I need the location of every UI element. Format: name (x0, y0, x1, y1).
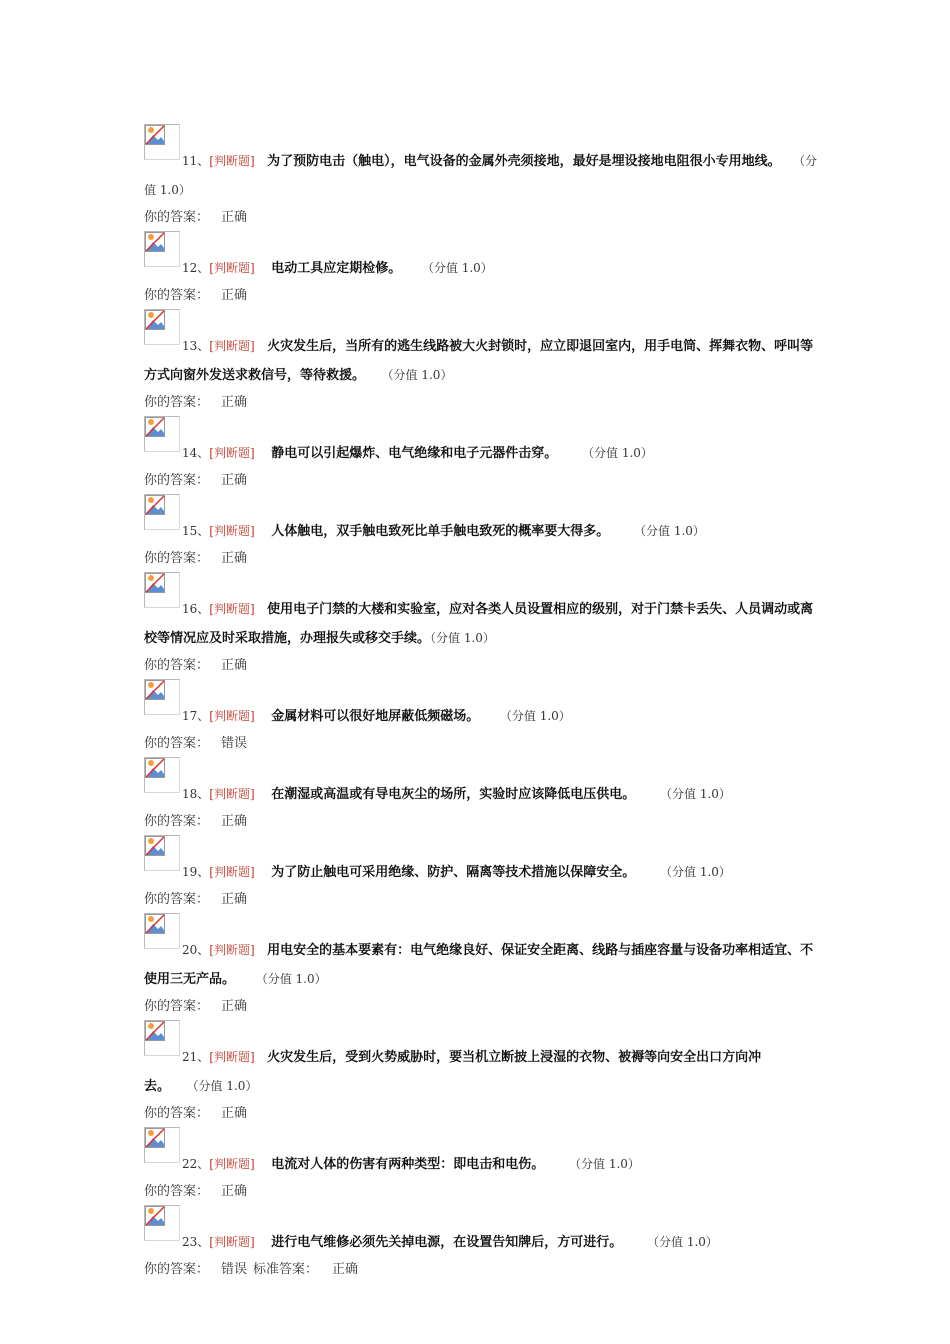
question-score: （分值 1.0） (255, 972, 327, 986)
question-line (144, 1228, 824, 1257)
question-line (144, 254, 824, 283)
question-type-tag: [判断题] (209, 524, 255, 538)
question-number: 19、 (182, 865, 210, 879)
question-item-13 (144, 309, 824, 413)
your-answer: 正确 (221, 288, 248, 303)
question-text: 火灾发生后，受到火势威胁时，要当机立断披上浸湿的衣物、被褥等向安全出口方向冲去。 (144, 1050, 762, 1094)
standard-answer: 正确 (332, 1262, 359, 1277)
question-text: 为了预防电击（触电），电气设备的金属外壳须接地，最好是埋设接地电阻很小专用地线。 (267, 154, 781, 169)
question-score: （分值 1.0） (430, 631, 495, 645)
answer-label: 你的答案： (144, 395, 210, 410)
answer-label: 你的答案： (144, 1184, 210, 1199)
question-number: 14、 (182, 446, 210, 460)
question-number: 17、 (182, 709, 210, 723)
question-text: 用电安全的基本要素有：电气绝缘良好、保证安全距离、线路与插座容量与设备功率相适宜、不使用三无产品。 (144, 943, 814, 987)
question-text: 金属材料可以很好地屏蔽低频磁场。 (271, 709, 480, 724)
question-item-23 (144, 1205, 824, 1280)
question-score: （分值 1.0） (499, 709, 571, 723)
question-score: （分值 1.0） (186, 1079, 258, 1093)
question-score: （分值 1.0） (634, 524, 705, 538)
answer-line (144, 392, 824, 413)
question-text: 进行电气维修必须先关掉电源，在设置告知牌后，方可进行。 (271, 1235, 623, 1250)
question-type-tag: [判断题] (209, 446, 255, 460)
question-type-tag: [判断题] (209, 943, 255, 957)
question-number: 15、 (182, 524, 210, 538)
answer-line (144, 285, 824, 306)
question-score: （分值 1.0） (582, 446, 653, 460)
your-answer: 正确 (221, 210, 248, 225)
question-item-18 (144, 757, 824, 832)
question-item-11 (144, 124, 824, 228)
answer-line (144, 811, 824, 832)
question-text: 火灾发生后，当所有的逃生线路被大火封锁时，应立即退回室内，用手电筒、挥舞衣物、呼叫等方式向窗外发送求救信号，等待救援。 (144, 339, 814, 383)
your-answer: 正确 (221, 658, 248, 673)
answer-label: 你的答案： (144, 658, 210, 673)
question-text: 电动工具应定期检修。 (271, 261, 402, 276)
question-number: 23、 (182, 1235, 210, 1249)
question-text: 电流对人体的伤害有两种类型：即电击和电伤。 (271, 1157, 545, 1172)
question-item-22 (144, 1127, 824, 1202)
answer-line (144, 207, 824, 228)
question-type-tag: [判断题] (209, 787, 255, 801)
answer-line (144, 470, 824, 491)
your-answer: 错误 (221, 1262, 248, 1277)
question-score: （分值 1.0） (660, 787, 731, 801)
question-number: 11、 (182, 154, 210, 168)
answer-label: 你的答案： (144, 892, 210, 907)
answer-line (144, 548, 824, 569)
question-score: （分值 1.0） (647, 1235, 718, 1249)
your-answer: 正确 (221, 395, 248, 410)
your-answer: 正确 (221, 814, 248, 829)
question-text: 静电可以引起爆炸、电气绝缘和电子元器件击穿。 (271, 446, 558, 461)
question-item-17 (144, 679, 824, 754)
answer-label: 你的答案： (144, 210, 210, 225)
question-line (144, 1043, 824, 1101)
question-number: 16、 (182, 602, 210, 616)
question-line (144, 858, 824, 887)
question-text: 使用电子门禁的大楼和实验室，应对各类人员设置相应的级别，对于门禁卡丢失、人员调动或离校等情况应及时采取措施，办理报失或移交手续。 (144, 602, 814, 646)
standard-answer-label: 标准答案： (253, 1262, 319, 1277)
question-score: （分值 1.0） (569, 1157, 640, 1171)
question-type-tag: [判断题] (209, 154, 255, 168)
answer-label: 你的答案： (144, 814, 210, 829)
answer-label: 你的答案： (144, 288, 210, 303)
question-score: （分值 1.0） (660, 865, 731, 879)
question-score: （分值 1.0） (144, 154, 817, 197)
question-number: 18、 (182, 787, 210, 801)
your-answer: 正确 (221, 1106, 248, 1121)
question-type-tag: [判断题] (209, 1050, 255, 1064)
question-score: （分值 1.0） (381, 368, 453, 382)
question-type-tag: [判断题] (209, 865, 255, 879)
question-line (144, 1150, 824, 1179)
answer-line (144, 733, 824, 754)
question-item-20 (144, 913, 824, 1017)
question-type-tag: [判断题] (209, 1157, 255, 1171)
question-item-15 (144, 494, 824, 569)
question-line (144, 332, 824, 390)
question-number: 22、 (182, 1157, 210, 1171)
answer-line (144, 996, 824, 1017)
question-list (144, 124, 824, 1283)
question-line (144, 702, 824, 731)
question-item-12 (144, 231, 824, 306)
answer-label: 你的答案： (144, 551, 210, 566)
question-text: 人体触电，双手触电致死比单手触电致死的概率要大得多。 (271, 524, 610, 539)
your-answer: 正确 (221, 892, 248, 907)
question-type-tag: [判断题] (209, 709, 255, 723)
question-number: 21、 (182, 1050, 210, 1064)
question-line (144, 595, 824, 653)
question-number: 12、 (182, 261, 210, 275)
question-type-tag: [判断题] (209, 339, 255, 353)
your-answer: 错误 (221, 736, 248, 751)
question-line (144, 439, 824, 468)
answer-line (144, 1181, 824, 1202)
question-type-tag: [判断题] (209, 602, 255, 616)
your-answer: 正确 (221, 1184, 248, 1199)
question-text: 在潮湿或高温或有导电灰尘的场所，实验时应该降低电压供电。 (271, 787, 636, 802)
your-answer: 正确 (221, 999, 248, 1014)
answer-line (144, 655, 824, 676)
question-number: 13、 (182, 339, 210, 353)
answer-label: 你的答案： (144, 999, 210, 1014)
answer-label: 你的答案： (144, 473, 210, 488)
your-answer: 正确 (221, 473, 248, 488)
question-item-19 (144, 835, 824, 910)
question-score: （分值 1.0） (421, 261, 493, 275)
question-item-21 (144, 1020, 824, 1124)
your-answer: 正确 (221, 551, 248, 566)
question-type-tag: [判断题] (209, 1235, 255, 1249)
question-line (144, 936, 824, 994)
answer-label: 你的答案： (144, 736, 210, 751)
answer-line (144, 1259, 824, 1280)
question-line (144, 517, 824, 546)
answer-line (144, 889, 824, 910)
question-number: 20、 (182, 943, 210, 957)
answer-line (144, 1103, 824, 1124)
question-text: 为了防止触电可采用绝缘、防护、隔离等技术措施以保障安全。 (271, 865, 636, 880)
answer-label: 你的答案： (144, 1262, 210, 1277)
answer-label: 你的答案： (144, 1106, 210, 1121)
question-line (144, 780, 824, 809)
question-type-tag: [判断题] (209, 261, 255, 275)
question-line (144, 147, 824, 205)
question-item-16 (144, 572, 824, 676)
question-item-14 (144, 416, 824, 491)
